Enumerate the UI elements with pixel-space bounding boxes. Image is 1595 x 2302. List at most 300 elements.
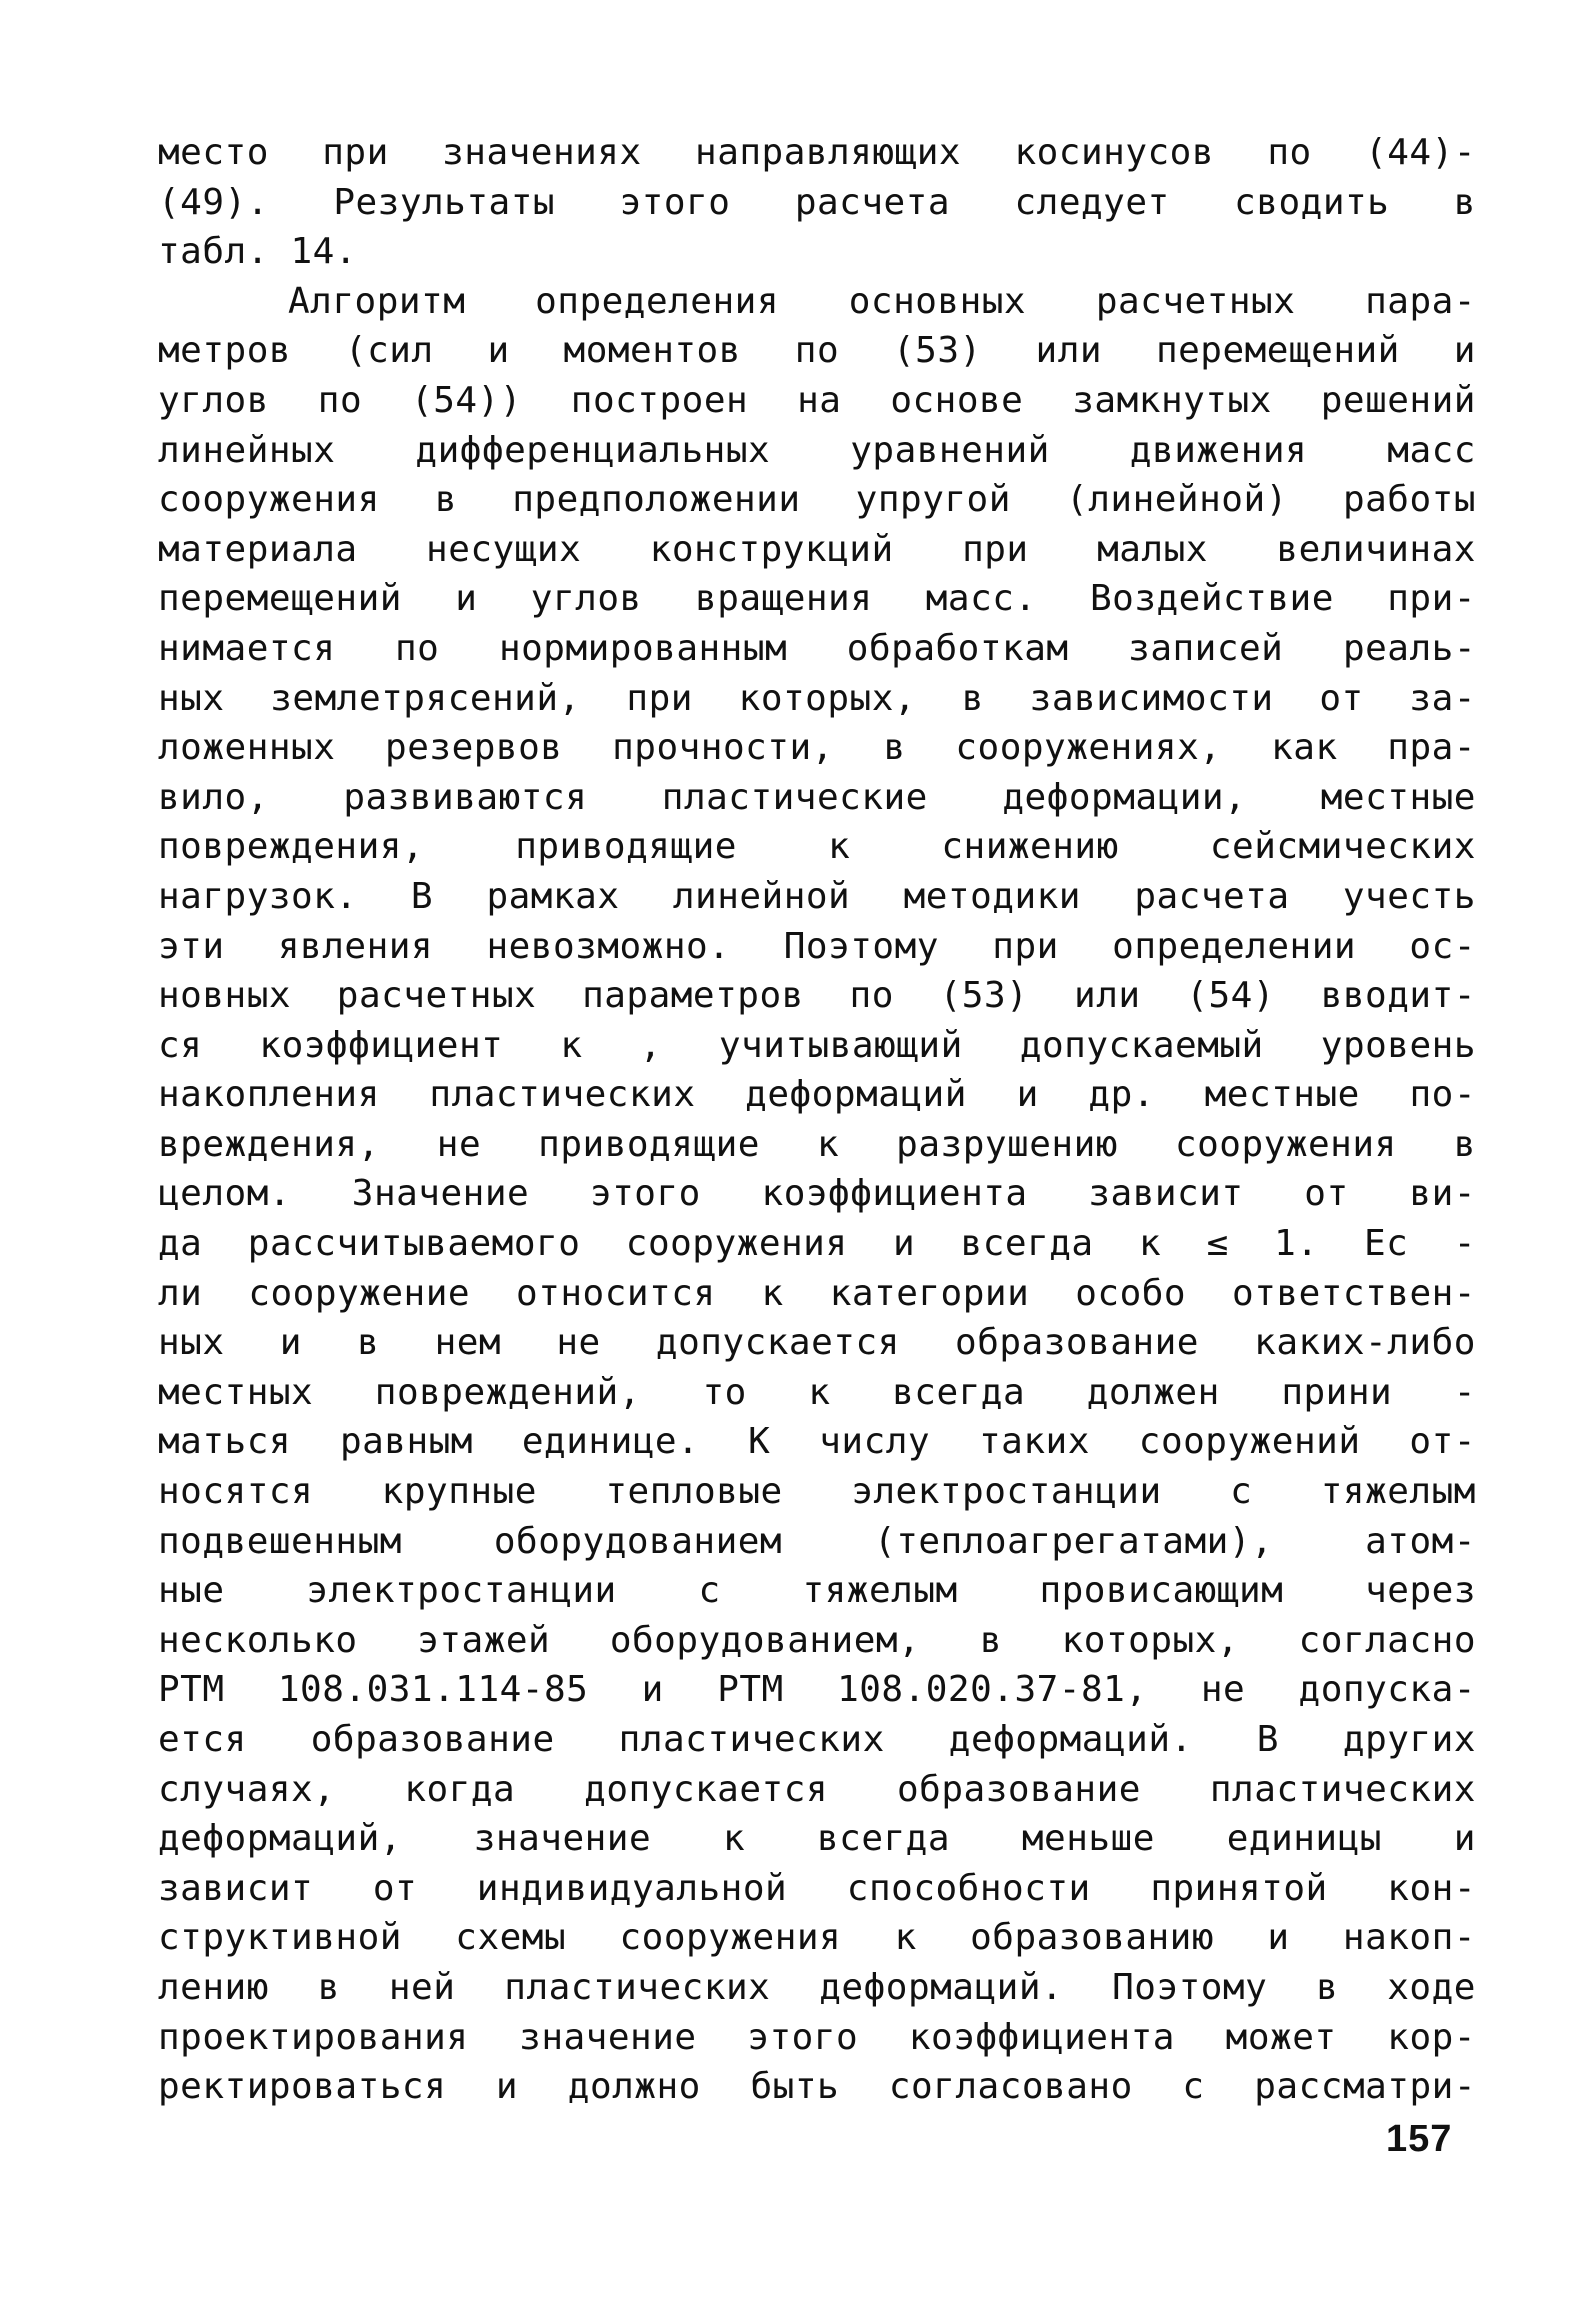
word: зависит <box>158 1867 314 1909</box>
word: образование <box>955 1322 1199 1364</box>
text-line <box>158 1864 1476 1914</box>
word: целом. <box>158 1173 292 1215</box>
word: местных <box>158 1371 314 1413</box>
word: этого <box>619 181 731 223</box>
word: зависимости <box>1029 677 1274 719</box>
word: в <box>357 1322 380 1364</box>
word: допускаемый <box>1019 1024 1264 1066</box>
word: по <box>317 379 363 421</box>
word: от <box>372 1867 418 1909</box>
word: - <box>1453 1371 1476 1413</box>
word: и <box>1267 1917 1290 1959</box>
word: в <box>1453 181 1476 223</box>
word: вреждения, <box>158 1123 380 1165</box>
word: тяжелым <box>1320 1471 1476 1513</box>
word: В <box>1256 1719 1279 1760</box>
word: по <box>394 627 440 669</box>
word: в <box>1453 1123 1476 1165</box>
word: невозможно. <box>486 925 731 967</box>
word: структивной <box>158 1917 402 1959</box>
word: за- <box>1409 677 1476 719</box>
word: ные <box>158 1570 225 1612</box>
body-text <box>158 128 1476 2112</box>
word: новных <box>158 975 292 1017</box>
text-line <box>158 1814 1476 1864</box>
word: к <box>1138 1223 1162 1265</box>
word: рассчитываемого <box>247 1223 581 1265</box>
word: оборудованием, <box>609 1619 921 1661</box>
word: деформаций. <box>819 1966 1064 2008</box>
word: сооружение <box>248 1272 471 1314</box>
word: и <box>1453 1818 1476 1860</box>
word: малых <box>1097 528 1208 570</box>
word: в <box>883 727 906 769</box>
word: и <box>279 1322 302 1364</box>
word: с <box>1182 2066 1205 2108</box>
word: равным <box>339 1421 473 1463</box>
word: к <box>761 1272 784 1314</box>
word: уровень <box>1320 1024 1476 1066</box>
word: допускается <box>655 1322 900 1364</box>
word: косинусов <box>1014 132 1215 173</box>
word: (54)) <box>411 379 522 421</box>
word: в <box>317 1966 340 2008</box>
word: числу <box>819 1421 931 1463</box>
word: Алгоритм <box>288 280 466 322</box>
word: этажей <box>417 1619 551 1661</box>
word: атом- <box>1365 1520 1476 1562</box>
word: накоп- <box>1342 1917 1476 1959</box>
word: (теплоагрегатами), <box>874 1520 1274 1562</box>
word: (53) <box>939 975 1029 1017</box>
word: особо <box>1075 1272 1187 1314</box>
word: в <box>979 1619 1003 1661</box>
word: методики <box>903 875 1081 917</box>
text-line <box>158 1368 1476 1418</box>
word: развиваются <box>343 776 588 818</box>
word: сооружения <box>1174 1123 1397 1165</box>
word: углов <box>158 379 269 421</box>
word: накопления <box>158 1074 380 1116</box>
word: линейной <box>672 875 851 917</box>
text-line <box>158 525 1476 575</box>
word: расчета <box>1134 875 1290 917</box>
word: сооружения <box>625 1223 848 1265</box>
word: каких-либо <box>1254 1322 1476 1364</box>
word: не <box>556 1322 601 1364</box>
word: ходе <box>1387 1966 1476 2008</box>
word: местные <box>1204 1074 1360 1116</box>
word: записей <box>1128 627 1284 669</box>
word: от- <box>1409 1421 1476 1463</box>
word: при- <box>1387 578 1476 620</box>
word: др. <box>1088 1074 1155 1116</box>
word: значениях <box>442 132 642 173</box>
word: кор- <box>1387 2016 1476 2058</box>
word: (линейной) <box>1066 479 1288 521</box>
text-line <box>158 1169 1476 1219</box>
word: которых, <box>738 677 917 719</box>
word: уравнений <box>850 429 1050 471</box>
word: разрушению <box>896 1123 1118 1165</box>
word: по- <box>1409 1074 1476 1116</box>
word: ных <box>158 677 225 719</box>
word: ответствен- <box>1232 1272 1476 1314</box>
word: маться <box>158 1421 292 1463</box>
word: коэффициент <box>259 1024 504 1066</box>
text-line <box>158 1913 1476 1963</box>
word: других <box>1342 1719 1476 1760</box>
word: подвешенным <box>158 1520 402 1562</box>
word: при <box>626 677 693 719</box>
word: 108.031.114-85 <box>277 1669 589 1711</box>
word: Поэтому <box>783 925 939 967</box>
word: проектирования <box>158 2016 469 2058</box>
word: линейных <box>158 429 336 471</box>
word: нормированным <box>498 627 788 669</box>
word: величинах <box>1276 528 1476 570</box>
word: расчета <box>794 181 951 223</box>
word: рассматри- <box>1254 2066 1476 2108</box>
text-line <box>158 178 1476 228</box>
word: 14. <box>290 231 357 273</box>
word: масс. <box>925 578 1037 620</box>
text-line <box>158 773 1476 823</box>
page-number: 157 <box>1386 2118 1453 2160</box>
word: по <box>849 975 894 1017</box>
word: 108.020.37-81, <box>837 1669 1148 1711</box>
word: табл. <box>158 231 269 273</box>
word: единице. <box>521 1421 700 1463</box>
word: моментов <box>563 330 741 372</box>
word: снижению <box>941 826 1119 868</box>
word: ≤ <box>1206 1223 1229 1265</box>
word: (сил <box>344 330 434 372</box>
word: зависит <box>1088 1173 1244 1215</box>
text-line <box>158 326 1476 376</box>
word: лению <box>158 1966 269 2008</box>
word: к <box>894 1917 917 1959</box>
word: способности <box>846 1867 1091 1909</box>
word: параметров <box>582 975 804 1017</box>
word: деформаций. <box>948 1719 1193 1760</box>
word: основных <box>848 280 1027 322</box>
word: приводящие <box>515 826 737 868</box>
word: или <box>1074 975 1141 1017</box>
word: должно <box>567 2066 701 2108</box>
word: замкнутых <box>1072 379 1272 421</box>
word: нем <box>434 1322 502 1364</box>
word: вило, <box>158 776 269 818</box>
word: не <box>1200 1669 1246 1711</box>
text-line <box>158 1021 1476 1071</box>
word: от <box>1319 677 1364 719</box>
word: меньше <box>1021 1818 1155 1860</box>
word: рамках <box>486 875 620 917</box>
word: кон- <box>1387 1867 1476 1909</box>
word: и <box>455 578 478 620</box>
paragraph-first-line <box>158 277 1476 327</box>
word: как <box>1271 727 1338 769</box>
word: определении <box>1112 925 1357 967</box>
word: масс <box>1387 429 1476 471</box>
word: может <box>1225 2016 1337 2058</box>
word: пластических <box>429 1074 696 1116</box>
word: то <box>702 1371 747 1413</box>
word: крупные <box>381 1471 537 1513</box>
text-line <box>158 723 1476 773</box>
word: ся <box>158 1024 203 1066</box>
word: ос- <box>1409 925 1476 967</box>
word: повреждения, <box>158 826 425 868</box>
text-line <box>158 1070 1476 1120</box>
word: к <box>560 1024 583 1066</box>
text-line <box>158 1963 1476 2013</box>
word: сводить <box>1234 181 1390 223</box>
word: ректироваться <box>158 2066 447 2108</box>
word: коэффициента <box>761 1173 1028 1215</box>
word: к <box>722 1818 746 1860</box>
text-line <box>158 2013 1476 2063</box>
word: прочности, <box>612 727 834 769</box>
word: нимается <box>158 627 336 669</box>
text-line <box>158 624 1476 674</box>
word: от <box>1304 1173 1349 1215</box>
word: не <box>436 1123 482 1165</box>
word: (53) <box>892 330 982 372</box>
word: местные <box>1320 776 1476 818</box>
word: тяжелым <box>802 1570 958 1612</box>
word: землетрясений, <box>270 677 581 719</box>
word: дифференциальных <box>415 429 771 471</box>
word: В <box>410 875 434 917</box>
text-line <box>158 1665 1476 1715</box>
text-line <box>158 376 1476 426</box>
word: пара- <box>1365 280 1476 322</box>
word: повреждений, <box>374 1371 641 1413</box>
word: пластических <box>618 1719 885 1760</box>
word: должен <box>1086 1371 1220 1413</box>
word: по <box>1267 132 1312 173</box>
word: следует <box>1014 181 1170 223</box>
text-line <box>158 674 1476 724</box>
word: пластические <box>661 776 928 818</box>
word: электростанции <box>306 1570 617 1612</box>
word: движения <box>1129 429 1308 471</box>
word: перемещений <box>1155 330 1400 372</box>
word: предположении <box>512 479 801 521</box>
word: всегда <box>816 1818 951 1860</box>
word: сейсмических <box>1209 826 1476 868</box>
word: (44)- <box>1365 132 1476 173</box>
word: при <box>962 528 1029 570</box>
word: и <box>1016 1074 1039 1116</box>
word: когда <box>404 1768 516 1810</box>
word: пластических <box>504 1966 771 2008</box>
word: ется <box>158 1719 247 1760</box>
word: направляющих <box>695 132 962 173</box>
text-line <box>158 1417 1476 1467</box>
word: Ес <box>1363 1223 1409 1265</box>
word: ней <box>388 1966 456 2008</box>
word: принятой <box>1150 1867 1328 1909</box>
word: которых, <box>1061 1619 1240 1661</box>
word: с <box>1230 1471 1253 1513</box>
word: этого <box>589 1173 701 1215</box>
word: всегда <box>892 1371 1026 1413</box>
word: ложенных <box>158 727 336 769</box>
word: деформаций <box>745 1074 967 1116</box>
word: единицы <box>1226 1818 1382 1860</box>
text-line <box>158 227 1476 277</box>
word: обработкам <box>846 627 1069 669</box>
word: и <box>495 2066 519 2108</box>
word: этого <box>747 2016 859 2058</box>
text-line <box>158 1517 1476 1567</box>
word: К <box>748 1421 771 1463</box>
word: - <box>1453 1223 1476 1265</box>
word: Воздействие <box>1089 578 1334 620</box>
word: нагрузок. <box>158 875 358 917</box>
word: допускается <box>584 1768 829 1810</box>
text-line <box>158 475 1476 525</box>
word: эти <box>158 925 225 967</box>
word: конструкций <box>649 528 894 570</box>
word: и <box>487 330 510 372</box>
text-line <box>158 1467 1476 1517</box>
word: ных <box>158 1322 225 1364</box>
word: да <box>158 1223 203 1265</box>
text-line <box>158 1566 1476 1616</box>
word: образованию <box>970 1917 1215 1959</box>
word: и <box>1453 330 1476 372</box>
word: согласовано <box>888 2066 1133 2108</box>
word: коэффициента <box>908 2016 1175 2058</box>
word: Значение <box>351 1173 530 1215</box>
word: оборудованием <box>493 1520 783 1562</box>
word: расчетных <box>336 975 537 1017</box>
word: , <box>639 1024 662 1066</box>
word: решений <box>1320 379 1476 421</box>
word: основе <box>890 379 1024 421</box>
word: допуска- <box>1298 1669 1476 1711</box>
text-line <box>158 971 1476 1021</box>
text-line <box>158 1269 1476 1319</box>
word: и <box>641 1669 664 1711</box>
word: при <box>992 925 1059 967</box>
word: работы <box>1342 479 1476 521</box>
word: к <box>828 826 851 868</box>
word: сооружения <box>158 479 380 521</box>
word: место <box>158 132 269 173</box>
word: несущих <box>426 528 582 570</box>
word: сооружениях, <box>955 727 1222 769</box>
word: приводящие <box>538 1123 760 1165</box>
word: учесть <box>1342 875 1476 917</box>
word: или <box>1035 330 1103 372</box>
word: случаях, <box>158 1768 336 1810</box>
word: (54) <box>1186 975 1275 1017</box>
word: резервов <box>385 727 563 769</box>
word: ви- <box>1409 1173 1476 1215</box>
word: значение <box>519 2016 697 2058</box>
word: образование <box>897 1768 1141 1810</box>
word: электростанции <box>851 1471 1162 1513</box>
text-line <box>158 128 1476 178</box>
word: с <box>698 1570 721 1612</box>
word: вводит- <box>1320 975 1476 1017</box>
word: определения <box>535 280 780 322</box>
word: по <box>794 330 840 372</box>
word: РТМ <box>717 1669 784 1711</box>
word: (49). <box>158 181 269 223</box>
word: РТМ <box>158 1669 225 1711</box>
text-line <box>158 872 1476 922</box>
word: в <box>1316 1966 1339 2008</box>
word: в <box>961 677 984 719</box>
text-line <box>158 2062 1476 2112</box>
word: учитывающий <box>718 1024 963 1066</box>
word: прини <box>1281 1371 1393 1413</box>
text-line <box>158 822 1476 872</box>
word: Поэтому <box>1112 1966 1268 2008</box>
word: вращения <box>695 578 873 620</box>
word: реаль- <box>1342 627 1476 669</box>
text-line <box>158 574 1476 624</box>
word: таких <box>979 1421 1090 1463</box>
word: построен <box>570 379 749 421</box>
word: тепловые <box>605 1471 783 1513</box>
word: относится <box>516 1272 716 1314</box>
word: упругой <box>855 479 1011 521</box>
text-line <box>158 1219 1476 1269</box>
word: через <box>1365 1570 1476 1612</box>
word: к <box>816 1123 840 1165</box>
word: провисающим <box>1039 1570 1284 1612</box>
word: к <box>808 1371 831 1413</box>
word: носятся <box>158 1471 314 1513</box>
word: категории <box>829 1272 1030 1314</box>
word: сооружения <box>619 1917 842 1959</box>
word: согласно <box>1298 1619 1476 1661</box>
word: при <box>322 132 389 173</box>
word: явления <box>277 925 434 967</box>
word: несколько <box>158 1619 358 1661</box>
word: пра- <box>1387 727 1476 769</box>
word: на <box>797 379 842 421</box>
word: материала <box>158 528 358 570</box>
word: Результаты <box>333 181 556 223</box>
text-line <box>158 1765 1476 1815</box>
word: ли <box>158 1272 203 1314</box>
word: пластических <box>1209 1768 1476 1810</box>
text-line <box>158 922 1476 972</box>
word: в <box>434 479 458 521</box>
text-line <box>158 1318 1476 1368</box>
word: значение <box>473 1818 652 1860</box>
text-line <box>158 1120 1476 1170</box>
text-line <box>158 426 1476 476</box>
word: схемы <box>455 1917 567 1959</box>
text-line <box>158 1616 1476 1666</box>
word: деформаций, <box>158 1818 402 1860</box>
word: всегда <box>960 1223 1094 1265</box>
word: деформации, <box>1002 776 1247 818</box>
word: индивидуальной <box>476 1867 788 1909</box>
word: углов <box>530 578 642 620</box>
word: быть <box>750 2066 840 2108</box>
word: и <box>892 1223 916 1265</box>
